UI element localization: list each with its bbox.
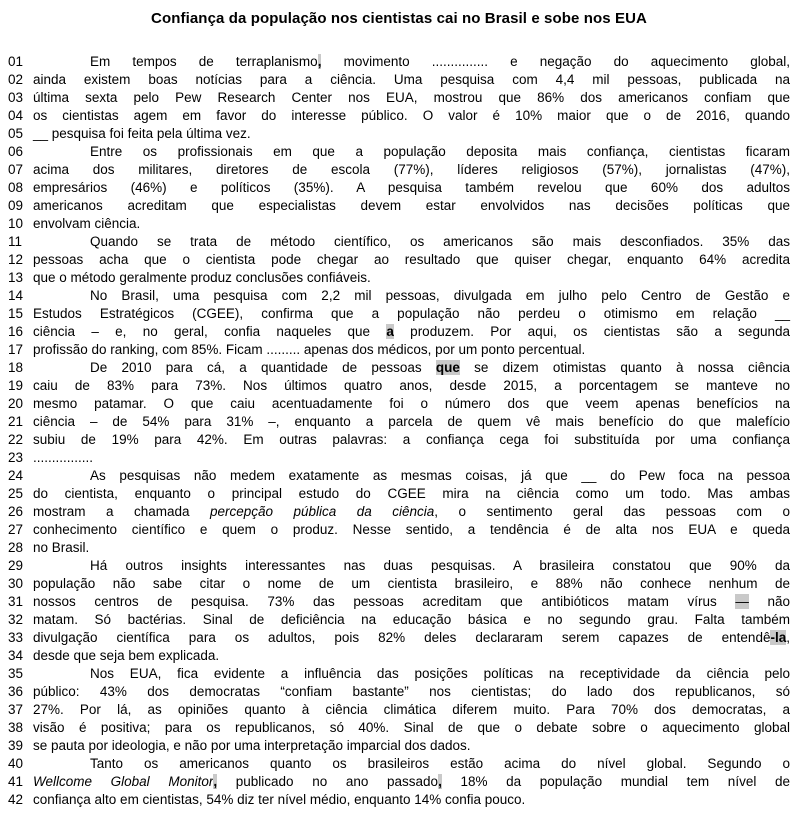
line-number: 08 [8, 180, 24, 195]
text-line [8, 305, 790, 323]
text-line [8, 449, 790, 467]
text-segment: matam. Só bactérias. Sinal de deficiência na educação básica e no segundo grau. Falta também [33, 612, 790, 627]
text-segment: profissão do ranking, com 85%. Ficam ......... apenas dos médicos, por um ponto percentual. [33, 342, 586, 357]
line-number: 33 [8, 630, 24, 645]
text-segment: divulgação científica para os adultos, pois 82% deles declararam serem capazes de entendê [33, 630, 771, 645]
line-number: 11 [8, 234, 23, 249]
line-text [33, 143, 790, 161]
line-text [33, 611, 790, 629]
line-text [33, 269, 790, 287]
line-text [33, 485, 790, 503]
line-text [33, 521, 790, 539]
text-segment: publicado no ano passado [217, 774, 439, 789]
text-segment: ciência – de 54% para 31% –, enquanto a parcela de quem vê mais benefício do que malefício [33, 414, 790, 429]
highlighted-text: -la [770, 630, 787, 645]
line-text [33, 251, 790, 269]
line-number: 35 [8, 666, 24, 681]
line-number: 06 [8, 144, 24, 159]
text-segment: Estudos Estratégicos (CGEE), confirma que a população não perdeu o otimismo em relação __ [33, 306, 790, 321]
line-text [33, 413, 790, 431]
text-line [8, 647, 790, 665]
text-segment: desde que seja bem explicada. [33, 648, 220, 663]
line-text [33, 359, 790, 377]
text-segment: Wellcome Global Monitor [33, 774, 214, 789]
line-text [33, 719, 790, 737]
line-number: 29 [8, 558, 24, 573]
text-line [8, 593, 790, 611]
line-number: 22 [8, 432, 24, 447]
text-segment: mesmo patamar. O que caiu acentuadamente foi o número dos que veem apenas benefícios na [33, 396, 790, 411]
line-number: 07 [8, 162, 24, 177]
text-line [8, 215, 790, 233]
text-segment: 27%. Por lá, as opiniões quanto à ciência climática diferem muito. Para 70% dos democratas, a [33, 702, 790, 717]
highlighted-text: , [213, 774, 218, 789]
line-text [33, 557, 790, 575]
line-number: 25 [8, 486, 24, 501]
line-text [33, 755, 790, 773]
line-number: 38 [8, 720, 24, 735]
line-text [33, 467, 790, 485]
text-segment: do cientista, enquanto o principal estudo do CGEE mira na ciência como um todo. Mas ambas [33, 486, 790, 501]
text-line [8, 503, 790, 521]
line-text [33, 791, 790, 809]
text-segment: ................ [33, 450, 94, 465]
line-number: 39 [8, 738, 24, 753]
text-line [8, 539, 790, 557]
line-text [33, 701, 790, 719]
line-text [33, 647, 790, 665]
text-segment: os cientistas agem em favor do interesse público. O valor é 10% maior que o de 2016, quando [33, 108, 790, 123]
line-text [33, 215, 790, 233]
line-text [33, 53, 790, 71]
text-segment: população não sabe citar o nome de um cientista brasileiro, e 88% não conhece nenhum de [33, 576, 790, 591]
line-number: 12 [8, 252, 24, 267]
line-text [33, 89, 790, 107]
text-segment: movimento ............... e negação do aquecimento global, [321, 54, 790, 69]
text-line [8, 773, 790, 791]
text-segment: conhecimento científico e quem o produz. Nesse sentido, a tendência é de alta nos EUA e queda [33, 522, 790, 537]
text-line [8, 143, 790, 161]
line-number: 03 [8, 90, 24, 105]
line-text [33, 125, 790, 143]
line-number: 27 [8, 522, 24, 537]
line-text [33, 539, 790, 557]
text-segment: pessoas acha que o cientista pode chegar ao resultado que quiser chegar, enquanto 64% acredita [33, 252, 790, 267]
text-line [8, 755, 790, 773]
line-text [33, 287, 790, 305]
line-number: 24 [8, 468, 24, 483]
line-number: 41 [8, 774, 24, 789]
text-line [8, 125, 790, 143]
line-text [33, 377, 790, 395]
line-number: 02 [8, 72, 24, 87]
text-line [8, 251, 790, 269]
line-number: 23 [8, 450, 24, 465]
text-line [8, 359, 790, 377]
text-segment: Quando se trata de método científico, os americanos são mais desconfiados. 35% das [90, 234, 790, 249]
line-number: 31 [8, 594, 24, 609]
text-segment: De 2010 para cá, a quantidade de pessoas [90, 360, 436, 375]
line-text [33, 683, 790, 701]
line-number: 05 [8, 126, 24, 141]
line-number: 14 [8, 288, 24, 303]
line-text [33, 179, 790, 197]
line-number: 32 [8, 612, 24, 627]
text-segment: confiança alto em cientistas, 54% diz ter nível médio, enquanto 14% confia pouco. [33, 792, 526, 807]
text-line [8, 89, 790, 107]
line-number: 28 [8, 540, 24, 555]
text-segment: envolvam ciência. [33, 216, 141, 231]
page-title: Confiança da população nos cientistas cai no Brasil e sobe nos EUA [151, 10, 647, 27]
text-line [8, 53, 790, 71]
text-line [8, 341, 790, 359]
text-segment: ciência – e, no geral, confia naqueles que [33, 324, 387, 339]
text-line [8, 521, 790, 539]
line-number: 15 [8, 306, 24, 321]
highlighted-text: que [435, 360, 460, 375]
line-number: 18 [8, 360, 24, 375]
text-segment: No Brasil, uma pesquisa com 2,2 mil pessoas, divulgada em julho pelo Centro de Gestão e [90, 288, 790, 303]
text-segment: __ pesquisa foi feita pela última vez. [33, 126, 251, 141]
line-number: 42 [8, 792, 24, 807]
line-number: 04 [8, 108, 24, 123]
line-text [33, 629, 790, 647]
line-text [33, 323, 790, 341]
text-line [8, 719, 790, 737]
line-text [33, 593, 790, 611]
line-number: 21 [8, 414, 24, 429]
text-body [8, 53, 790, 809]
highlighted-text: , [438, 774, 442, 789]
text-segment: acima dos militares, diretores de escola (77%), líderes religiosos (57%), jornalistas (47%), [33, 162, 790, 177]
text-segment: , [786, 630, 790, 645]
text-line [8, 197, 790, 215]
text-line [8, 575, 790, 593]
line-text [33, 197, 790, 215]
line-text [33, 341, 790, 359]
text-line [8, 71, 790, 89]
highlighted-text: , [317, 54, 322, 69]
text-line [8, 395, 790, 413]
text-segment: As pesquisas não medem exatamente as mesmas coisas, já que __ do Pew foca na pessoa [90, 468, 790, 483]
line-number: 01 [8, 54, 24, 69]
line-number: 16 [8, 324, 24, 339]
text-line [8, 629, 790, 647]
text-line [8, 485, 790, 503]
text-segment: nossos centros de pesquisa. 73% das pessoas acreditam que antibióticos matam vírus [33, 594, 736, 609]
text-segment: se dizem otimistas quanto à nossa ciência [459, 360, 790, 375]
text-line [8, 377, 790, 395]
text-segment: mostram a chamada [33, 504, 210, 519]
text-line [8, 611, 790, 629]
text-line [8, 791, 790, 809]
text-line [8, 665, 790, 683]
text-segment: que o método geralmente produz conclusões confiáveis. [33, 270, 371, 285]
text-segment: , o sentimento geral das pessoas com o [434, 504, 790, 519]
line-number: 26 [8, 504, 24, 519]
line-number: 40 [8, 756, 24, 771]
text-segment: se pauta por ideologia, e não por uma interpretação imparcial dos dados. [33, 738, 471, 753]
line-text [33, 737, 790, 755]
text-line [8, 269, 790, 287]
text-line [8, 233, 790, 251]
line-text [33, 503, 790, 521]
text-line [8, 557, 790, 575]
text-segment: percepção pública da ciência [209, 504, 435, 519]
text-line [8, 431, 790, 449]
text-segment: Em tempos de terraplanismo [90, 54, 318, 69]
text-line [8, 467, 790, 485]
line-text [33, 395, 790, 413]
line-text [33, 161, 790, 179]
line-text [33, 107, 790, 125]
highlighted-text: — [735, 594, 749, 609]
line-text [33, 431, 790, 449]
text-segment: não [748, 594, 790, 609]
text-segment: no Brasil. [33, 540, 90, 555]
line-text [33, 233, 790, 251]
line-text [33, 71, 790, 89]
line-text [33, 773, 790, 791]
line-number: 34 [8, 648, 24, 663]
line-number: 10 [8, 216, 24, 231]
text-line [8, 161, 790, 179]
line-number: 19 [8, 378, 24, 393]
text-segment: empresários (46%) e políticos (35%). A pesquisa também revelou que 60% dos adultos [33, 180, 790, 195]
line-number: 13 [8, 270, 24, 285]
line-number: 30 [8, 576, 24, 591]
text-segment: público: 43% dos democratas “confiam bastante” nos cientistas; do lado dos republicanos, só [33, 684, 790, 699]
line-text [33, 305, 790, 323]
text-segment: americanos acreditam que especialistas devem estar envolvidos nas decisões políticas que [33, 198, 790, 213]
line-number: 20 [8, 396, 24, 411]
line-number: 09 [8, 198, 24, 213]
text-segment: caiu de 83% para 73%. Nos últimos quatro anos, desde 2015, a porcentagem se manteve no [33, 378, 790, 393]
text-segment: Há outros insights interessantes nas duas pesquisas. A brasileira constatou que 90% da [90, 558, 790, 573]
line-text [33, 575, 790, 593]
text-line [8, 683, 790, 701]
line-text [33, 665, 790, 683]
text-segment: visão é positiva; para os republicanos, só 40%. Sinal de que o debate sobre o aquecimento global [33, 720, 790, 735]
text-segment: ainda existem boas notícias para a ciência. Uma pesquisa com 4,4 mil pessoas, publicada na [33, 72, 790, 87]
text-line [8, 737, 790, 755]
line-text [33, 449, 790, 467]
text-line [8, 701, 790, 719]
text-line [8, 107, 790, 125]
text-line [8, 287, 790, 305]
line-number: 36 [8, 684, 24, 699]
text-segment: 18% da população mundial tem nível de [441, 774, 790, 789]
text-line [8, 323, 790, 341]
highlighted-text: a [386, 324, 394, 339]
line-number: 37 [8, 702, 24, 717]
text-segment: subiu de 19% para 42%. Em outras palavras: a confiança cega foi substituída por uma confiança [33, 432, 790, 447]
text-segment: produzem. Por aqui, os cientistas são a segunda [393, 324, 790, 339]
text-line [8, 179, 790, 197]
line-number: 17 [8, 342, 24, 357]
text-segment: Entre os profissionais em que a população deposita mais confiança, cientistas ficaram [90, 144, 790, 159]
text-segment: Nos EUA, fica evidente a influência das posições políticas na receptividade da ciência pelo [90, 666, 790, 681]
text-segment: última sexta pelo Pew Research Center nos EUA, mostrou que 86% dos americanos confiam que [33, 90, 790, 105]
text-line [8, 413, 790, 431]
text-segment: Tanto os americanos quanto os brasileiros estão acima do nível global. Segundo o [90, 756, 790, 771]
